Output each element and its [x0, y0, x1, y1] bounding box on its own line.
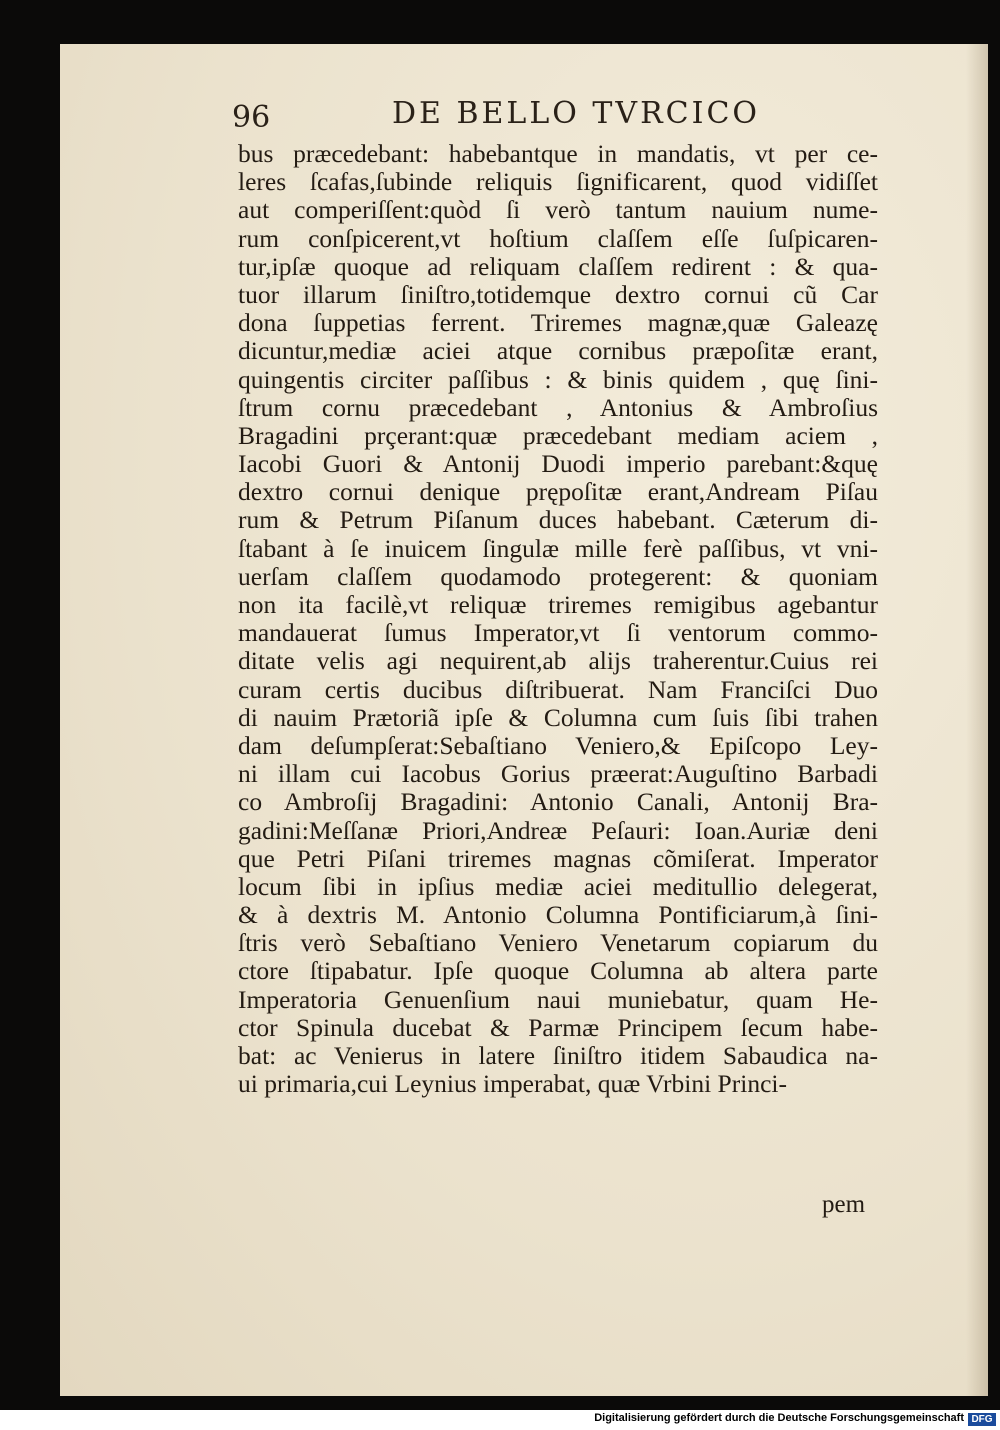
text-line: bat: ac Venierus in latere ſiniſtro itidem Sabaudica na-	[238, 1041, 878, 1070]
page-header	[232, 96, 852, 140]
text-line: uerſam claſſem quodamodo protegerent: & quoniam	[238, 561, 878, 591]
text-line: rum & Petrum Piſanum duces habebant. Cæterum di-	[238, 505, 878, 535]
text-line: dextro cornui denique prępoſitæ erant,Andream Piſau	[238, 477, 878, 507]
text-line: Imperatoria Genuenſium naui muniebatur, quam He-	[238, 984, 878, 1014]
text-line: ui primaria,cui Leynius imperabat, quæ Vrbini Princi-	[238, 1069, 787, 1099]
text-line: curam certis ducibus diſtribuerat. Nam Franciſci Duo	[238, 674, 878, 704]
text-line: tuor illarum ſiniſtro,totidemque dextro cornui cũ Car	[238, 279, 878, 309]
running-title: DE BELLO TVRCICO	[392, 96, 761, 131]
text-line: ni illam cui Iacobus Gorius præerat:Auguſtino Barbadi	[238, 759, 878, 789]
text-line: ctor Spinula ducebat & Parmæ Principem ſecum habe-	[238, 1012, 878, 1042]
text-line: ditate velis agi nequirent,ab alĳs traherentur.Cuius rei	[238, 646, 878, 676]
text-line: co Ambroſĳ Bragadini: Antonio Canali, Antonĳ Bra-	[238, 787, 878, 817]
text-line: Iacobi Guori & Antonĳ Duodi imperio parebant:&quę	[238, 449, 878, 479]
page-edge-shadow	[966, 44, 988, 1396]
text-line: non ita facilè,vt reliquæ triremes remigibus agebantur	[238, 590, 878, 619]
body-text	[238, 140, 878, 1098]
text-line: rum conſpicerent,vt hoſtium claſſem eſſe ſuſpicaren-	[238, 223, 878, 253]
text-line: dicuntur,mediæ aciei atque cornibus præpoſitæ erant,	[238, 336, 878, 366]
text-line: ſtabant à ſe inuicem ſingulæ mille ferè paſſibus, vt vni-	[238, 533, 878, 563]
page-number: 96	[232, 100, 271, 135]
footer	[0, 1410, 1000, 1430]
text-line: Bragadini prçerant:quæ præcedebant mediam aciem ,	[238, 420, 878, 450]
text-line: di nauim Prætoriã ipſe & Columna cum ſuis ſibi trahen	[238, 702, 878, 732]
text-line: tur,ipſæ quoque ad reliquam claſſem redirent : & qua-	[238, 251, 878, 281]
text-line: dam deſumpſerat:Sebaſtiano Veniero,& Epiſcopo Ley-	[238, 730, 878, 760]
text-line: quingentis circiter paſſibus : & binis quidem , quę ſini-	[238, 364, 878, 394]
text-line: ctore ſtipabatur. Ipſe quoque Columna ab altera parte	[238, 956, 878, 986]
text-line: aut comperiſſent:quòd ſi verò tantum nauium nume-	[238, 195, 878, 225]
text-line: & à dextris M. Antonio Columna Pontificiarum,à ſini-	[238, 900, 878, 930]
text-line: leres ſcafas,ſubinde reliquis ſignificarent, quod vidiſſet	[238, 167, 878, 197]
text-line: ſtrum cornu præcedebant , Antonius & Ambroſius	[238, 392, 878, 422]
text-line: bus præcedebant: habebantque in mandatis, vt per ce-	[238, 139, 878, 168]
catchword: pem	[822, 1191, 866, 1218]
text-line: que Petri Piſani triremes magnas cõmiſerat. Imperator	[238, 843, 878, 873]
funding-credit: Digitalisierung gefördert durch die Deutsche Forschungsgemeinschaft	[594, 1412, 964, 1424]
text-line: dona ſuppetias ferrent. Triremes magnæ,quæ Galeazę	[238, 308, 878, 338]
dfg-logo: DFG	[968, 1413, 996, 1426]
text-line: gadini:Meſſanæ Priori,Andreæ Peſauri: Ioan.Auriæ deni	[238, 815, 878, 845]
text-line: locum ſibi in ipſius mediæ aciei meditullio delegerat,	[238, 871, 878, 901]
text-line: ſtris verò Sebaſtiano Veniero Venetarum copiarum du	[238, 928, 878, 958]
text-line: mandauerat ſumus Imperator,vt ſi ventorum commo-	[238, 618, 878, 648]
